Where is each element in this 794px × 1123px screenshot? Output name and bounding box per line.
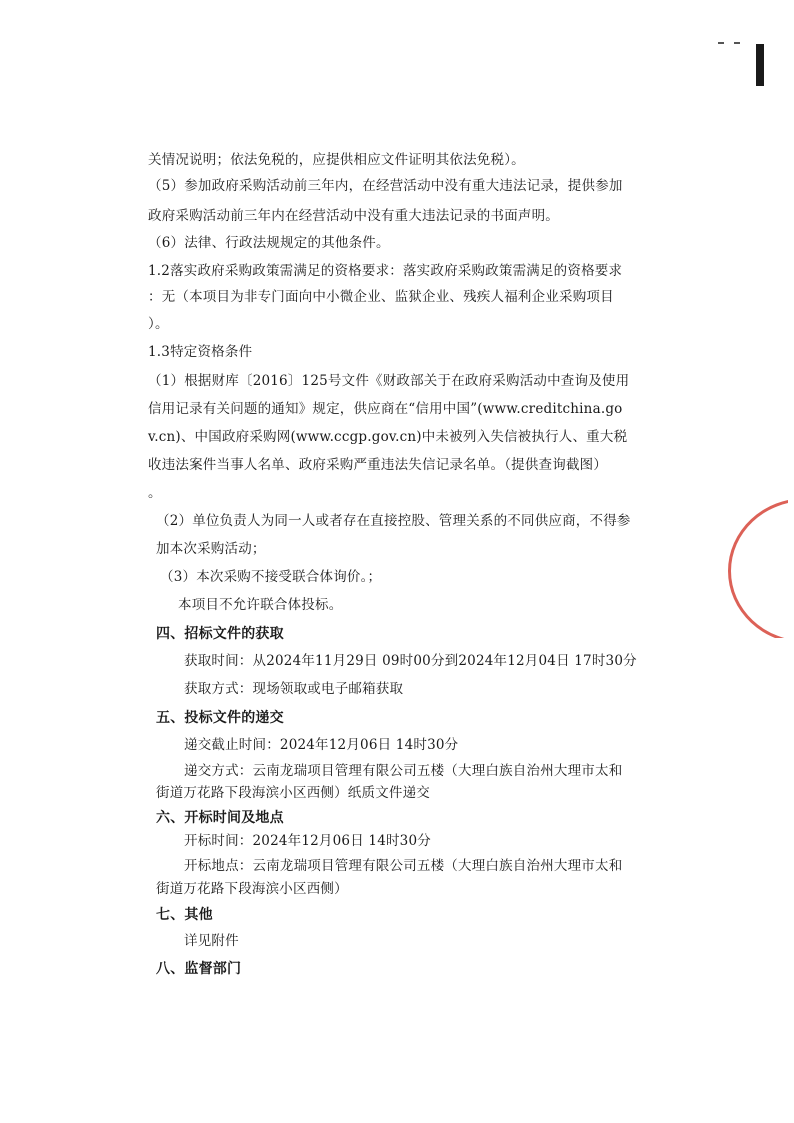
- text-line: ：无（本项目为非专门面向中小微企业、监狱企业、残疾人福利企业采购项目: [148, 289, 614, 305]
- section-heading: 五、投标文件的递交: [156, 710, 284, 726]
- edge-mark: [734, 42, 740, 44]
- text-line: （2）单位负责人为同一人或者存在直接控股、管理关系的不同供应商，不得参: [156, 513, 631, 529]
- text-line: （5）参加政府采购活动前三年内，在经营活动中没有重大违法记录，提供参加: [148, 178, 623, 194]
- text-line: （1）根据财库〔2016〕125号文件《财政部关于在政府采购活动中查询及使用: [148, 373, 630, 389]
- text-line: 政府采购活动前三年内在经营活动中没有重大违法记录的书面声明。: [148, 208, 559, 224]
- text-line: （3）本次采购不接受联合体询价。；: [160, 569, 382, 585]
- text-line: 街道万花路下段海滨小区西侧）纸质文件递交: [156, 785, 430, 801]
- edge-mark: [756, 44, 764, 86]
- text-line: 街道万花路下段海滨小区西侧）: [156, 881, 348, 897]
- red-seal-stamp: [718, 498, 788, 638]
- text-line: 获取方式：现场领取或电子邮箱获取: [184, 681, 404, 697]
- text-line: 开标地点：云南龙瑞项目管理有限公司五楼（大理白族自治州大理市太和: [184, 858, 623, 874]
- text-line: 信用记录有关问题的通知》规定，供应商在“信用中国”(www.creditchina.go: [148, 401, 623, 417]
- section-heading: 六、开标时间及地点: [156, 810, 284, 826]
- text-line: 收违法案件当事人名单、政府采购严重违法失信记录名单。（提供查询截图）: [148, 457, 608, 473]
- text-line: 获取时间：从2024年11月29日 09时00分到2024年12月04日 17时30分: [184, 653, 637, 669]
- text-line: 1.3特定资格条件: [148, 344, 253, 360]
- edge-mark: [718, 42, 724, 44]
- text-line: 关情况说明；依法免税的，应提供相应文件证明其依法免税）。: [148, 152, 525, 168]
- text-line: 递交方式：云南龙瑞项目管理有限公司五楼（大理白族自治州大理市太和: [184, 763, 623, 779]
- text-line: v.cn)、中国政府采购网(www.ccgp.gov.cn)中未被列入失信被执行人、重大税: [148, 429, 628, 445]
- text-line: 1.2落实政府采购政策需满足的资格要求：落实政府采购政策需满足的资格要求: [148, 263, 623, 279]
- section-heading: 八、监督部门: [156, 961, 242, 977]
- text-line: ）。: [148, 316, 169, 332]
- text-line: 本项目不允许联合体投标。: [178, 597, 343, 613]
- section-heading: 四、招标文件的获取: [156, 626, 284, 642]
- text-line: 加本次采购活动；: [156, 541, 266, 557]
- text-line: 详见附件: [184, 933, 239, 949]
- text-line: 。: [148, 485, 162, 501]
- text-line: 递交截止时间：2024年12月06日 14时30分: [184, 737, 459, 753]
- section-heading: 七、其他: [156, 907, 213, 923]
- text-line: 开标时间：2024年12月06日 14时30分: [184, 833, 431, 849]
- text-line: （6）法律、行政法规规定的其他条件。: [148, 235, 390, 251]
